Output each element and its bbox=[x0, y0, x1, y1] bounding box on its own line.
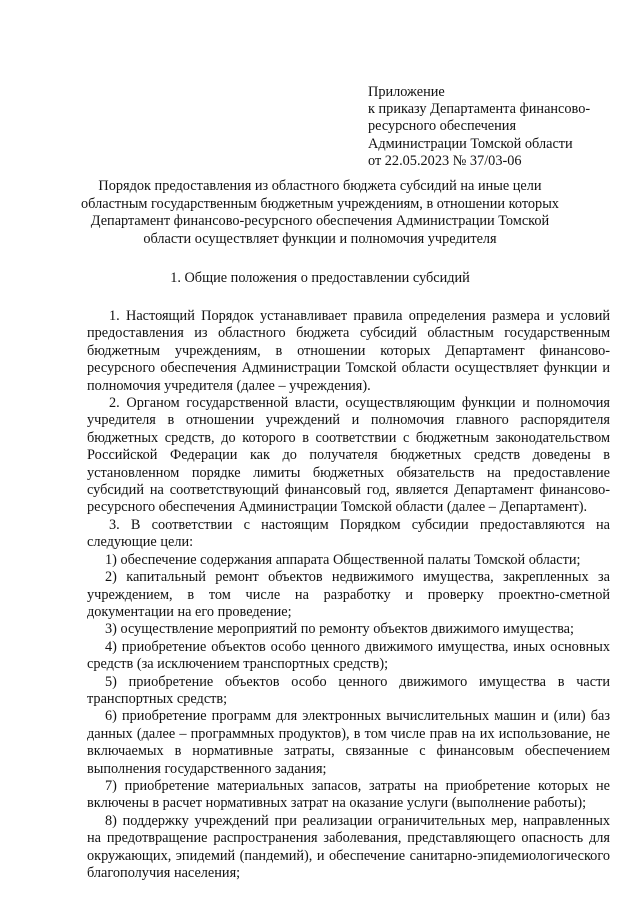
document-title: Порядок предоставления из областного бюджета субсидий на иные цели областным государственным бюджетным учреждениям, в отношении которых Департамент финансово-ресурсного обеспечения Администрации Томской области осуществляет функции и полномочия учредителя bbox=[81, 178, 559, 247]
list-item: 5) приобретение объектов особо ценного движимого имущества в части транспортных средств; bbox=[87, 673, 610, 707]
document-body bbox=[87, 308, 610, 882]
appendix-header bbox=[368, 84, 618, 170]
list-item: 7) приобретение материальных запасов, затраты на приобретение которых не включены в расчет нормативных затрат на оказание услуги (выполнение работы); bbox=[87, 777, 610, 812]
paragraph-3: 3. В соответствии с настоящим Порядком субсидии предоставляются на следующие цели: bbox=[87, 516, 610, 551]
appendix-line: ресурсного обеспечения bbox=[368, 118, 517, 135]
list-item: 3) осуществление мероприятий по ремонту объектов движимого имущества; bbox=[105, 621, 574, 638]
section-title: 1. Общие положения о предоставлении субсидий bbox=[170, 270, 470, 286]
list-item: 4) приобретение объектов особо ценного движимого имущества, иных основных средств (за исключением транспортных средств); bbox=[87, 638, 610, 673]
appendix-line: Приложение bbox=[368, 84, 445, 100]
list-item: 6) приобретение программ для электронных вычислительных машин и (или) баз данных (далее – программных продуктов), в том числе прав на их использование, не включаемых в нормативные затраты, связанные с финансовым обеспечением выполнения государственного задания; bbox=[87, 708, 610, 777]
appendix-line: от 22.05.2023 № 37/03-06 bbox=[368, 152, 522, 169]
list-item: 8) поддержку учреждений при реализации ограничительных мер, направленных на предотвращение распространения заболевания, представляющего опасность для окружающих, эпидемий (пандемий), и обеспечение санитарно-эпидемиологического благополучия населения; bbox=[87, 812, 610, 881]
appendix-line: Администрации Томской области bbox=[368, 135, 573, 152]
appendix-line: к приказу Департамента финансово- bbox=[368, 101, 591, 118]
list-item: 2) капитальный ремонт объектов недвижимого имущества, закрепленных за учреждением, в том числе на разработку и проверку проектно-сметной документации на его проведение; bbox=[87, 569, 610, 620]
list-item: 1) обеспечение содержания аппарата Общественной палаты Томской области; bbox=[105, 551, 581, 568]
paragraph-2: 2. Органом государственной власти, осуществляющим функции и полномочия учредителя в отношении учреждений и полномочия главного распорядителя бюджетных средств, до которого в соответствии с бюджетным законодательством Российской Федерации как до получателя бюджетных средств доведены в установленном порядке лимиты бюджетных обязательств на предоставление субсидий на соответствующий финансовый год, является Департамент финансово-ресурсного обеспечения Администрации Томской области (далее – Департамент). bbox=[87, 395, 610, 516]
paragraph-1: 1. Настоящий Порядок устанавливает правила определения размера и условий предоставления из областного бюджета субсидий областным государственным бюджетным учреждениям, в отношении которых Департамент финансово-ресурсного обеспечения Администрации Томской области осуществляет функции и полномочия учредителя (далее ‒ учреждения). bbox=[87, 308, 610, 394]
